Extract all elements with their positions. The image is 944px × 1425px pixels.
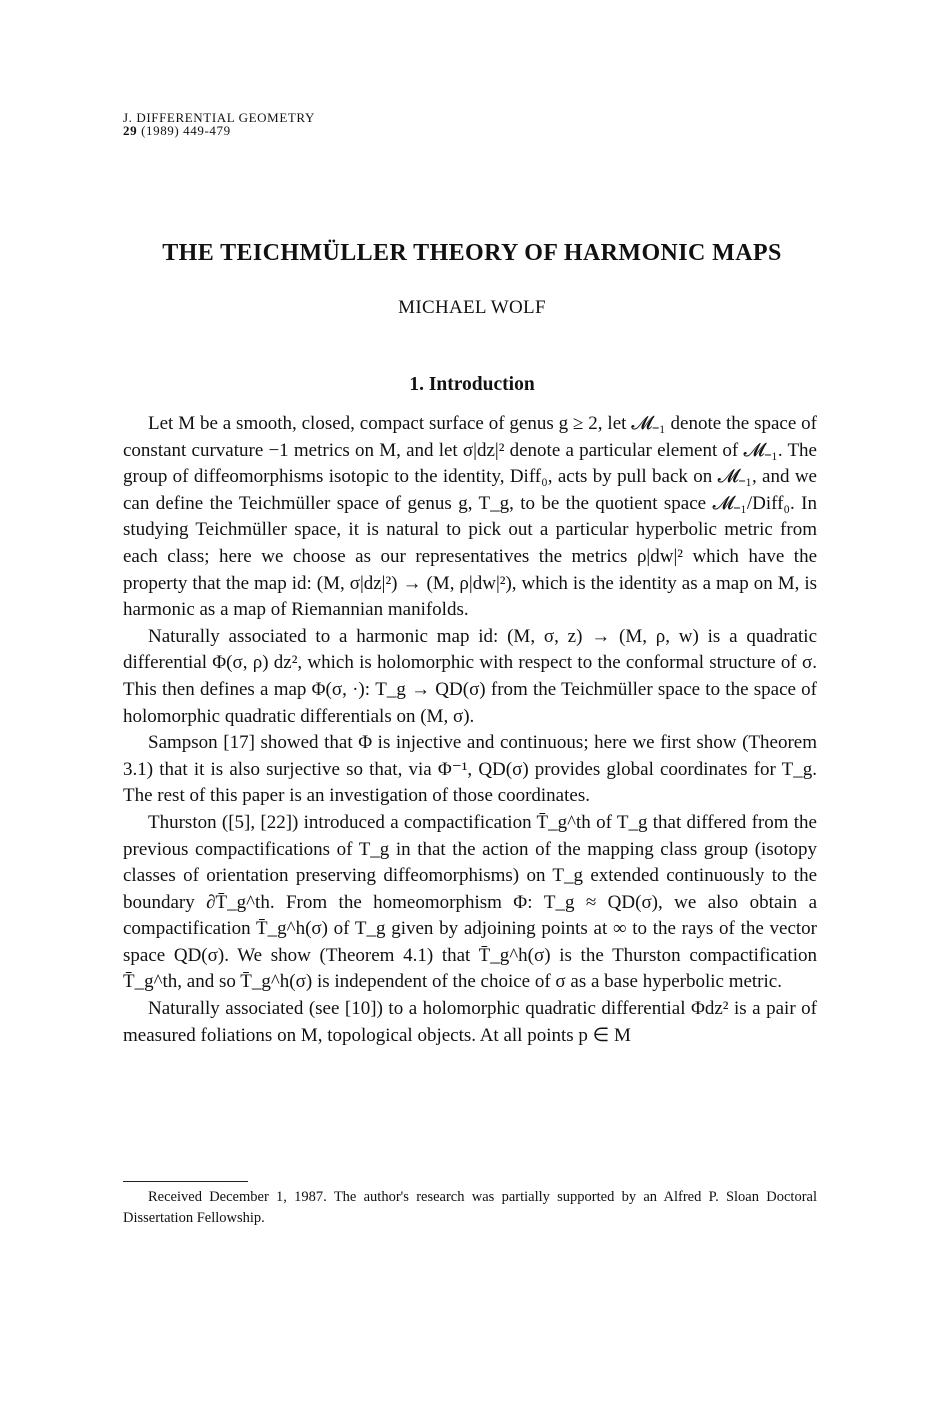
- journal-year-pages: (1989) 449-479: [141, 123, 231, 138]
- section-heading: 1. Introduction: [409, 374, 535, 395]
- paragraph: Thurston ([5], [22]) introduced a compactification T̄_g^th of T_g that differed from the previous compactifications of T_g in that the action of the mapping class group (isotopy classes of orientation preserving diffeomorphisms) on T_g extended continuously to the boundary ∂T̄_g^th. From the homeomorphism Φ: T_g ≈ QD(σ), we also obtain a compactification T̄_g^h(σ) of T_g given by adjoining points at ∞ to the rays of the vector space QD(σ). We show (Theorem 4.1) that T̄_g^h(σ) is the Thurston compactification T̄_g^th, and so T̄_g^h(σ) is independent of the choice of σ as a base hyperbolic metric.: [123, 811, 817, 993]
- paragraph: Let M be a smooth, closed, compact surface of genus g ≥ 2, let 𝓜₋₁ denote the space of constant curvature −1 metrics on M, and let σ|dz|² denote a particular element of 𝓜₋₁. The group of diffeomorphisms isotopic to the identity, Diff₀, acts by pull back on 𝓜₋₁, and we can define the Teichmüller space of genus g, T_g, to be the quotient space 𝓜₋₁/Diff₀. In studying Teichmüller space, it is natural to pick out a particular hyperbolic metric from each class; here we choose as our representatives the metrics ρ|dw|² which have the property that the map id: (M, σ|dz|²) → (M, ρ|dw|²), which is the identity as a map on M, is harmonic as a map of Riemannian manifolds.: [123, 413, 817, 621]
- paragraph: Naturally associated (see [10]) to a holomorphic quadratic differential Φdz² is a pair of measured foliations on M, topological objects. At all points p ∈ M: [123, 998, 817, 1046]
- journal-name: J. DIFFERENTIAL GEOMETRY: [123, 110, 315, 125]
- footnote: Received December 1, 1987. The author's research was partially supported by an Alfred P. Sloan Doctoral Dissertation Fellowship.: [123, 1189, 817, 1226]
- journal-citation: [123, 124, 315, 137]
- body-text: [123, 411, 817, 1049]
- paragraph: Naturally associated to a harmonic map id: (M, σ, z) → (M, ρ, w) is a quadratic differential Φ(σ, ρ) dz², which is holomorphic with respect to the conformal structure of σ. This then defines a map Φ(σ, ·): T_g → QD(σ) from the Teichmüller space to the space of holomorphic quadratic differentials on (M, σ).: [123, 625, 817, 727]
- paragraph: Sampson [17] showed that Φ is injective and continuous; here we first show (Theorem 3.1) that it is also surjective so that, via Φ⁻¹, QD(σ) provides global coordinates for T_g. The rest of this paper is an investigation of those coordinates.: [123, 732, 817, 807]
- paper-title: THE TEICHMÜLLER THEORY OF HARMONIC MAPS: [162, 240, 782, 266]
- footnote-rule: [123, 1181, 248, 1182]
- author-name: MICHAEL WOLF: [398, 297, 546, 318]
- journal-volume: 29: [123, 123, 138, 138]
- journal-header: [123, 111, 315, 137]
